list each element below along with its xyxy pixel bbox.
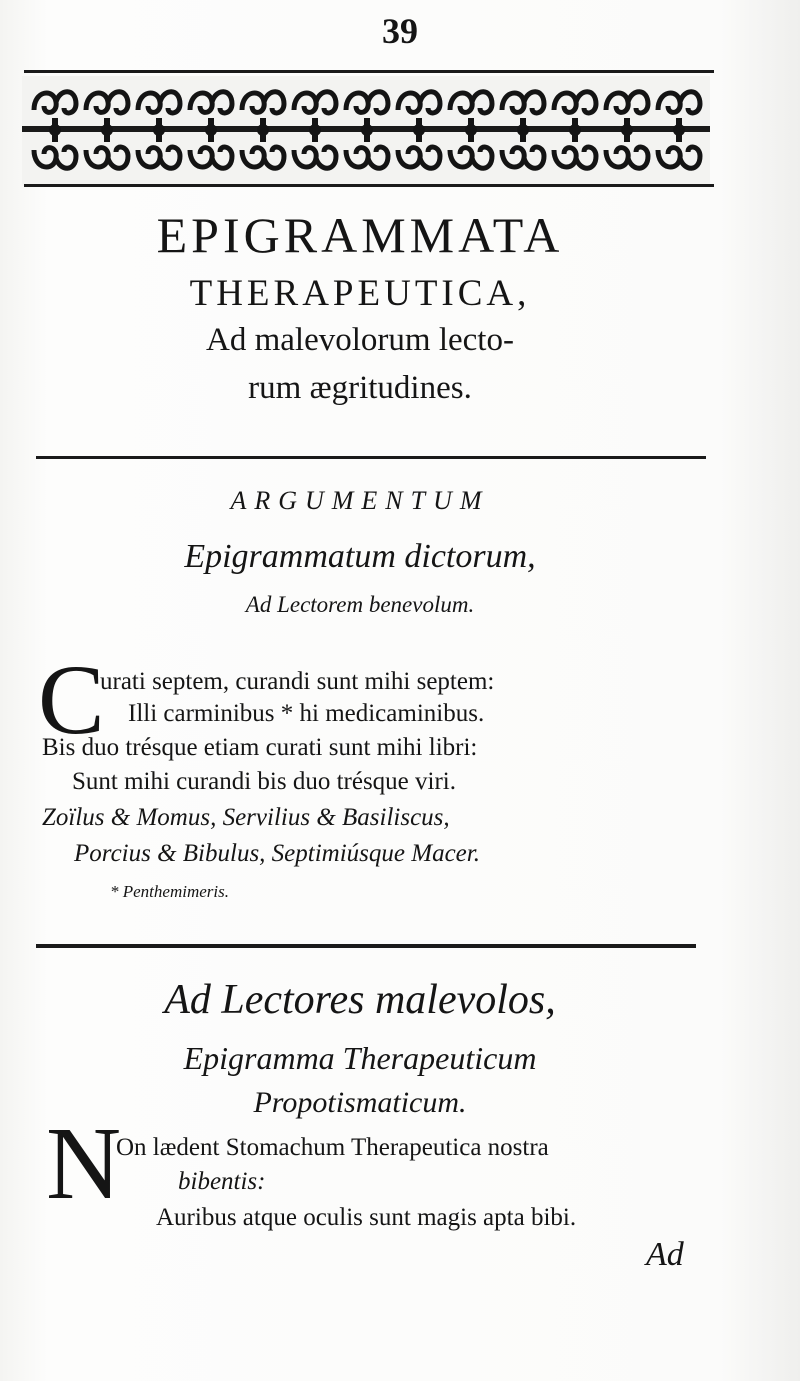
ornamental-band xyxy=(22,76,710,186)
catchword: Ad xyxy=(646,1236,684,1273)
poem1-line-5: Zoïlus & Momus, Servilius & Basiliscus, xyxy=(42,804,450,831)
poem1-line-4: Sunt mihi curandi bis duo trésque viri. xyxy=(72,768,456,795)
poem2-line-2: bibentis: xyxy=(178,1168,266,1195)
poem1-line-2: Illi carminibus * hi medicaminibus. xyxy=(128,700,485,727)
poem1-line-3: Bis duo trésque etiam curati sunt mihi libri: xyxy=(42,734,478,761)
poem2-line-1: On lædent Stomachum Therapeutica nostra xyxy=(116,1134,549,1161)
section2-heading: Ad Lectores malevolos, xyxy=(164,977,556,1023)
ornament-bottom-rule xyxy=(24,184,714,187)
poem2-line-3: Auribus atque oculis sunt magis apta bibi. xyxy=(156,1204,577,1231)
divider-rule-2 xyxy=(36,944,696,948)
drop-capital-c: C xyxy=(38,644,105,755)
title-line-3: Ad malevolorum lecto- xyxy=(206,322,514,358)
divider-rule-1 xyxy=(36,456,706,459)
argumentum-heading: ARGUMENTUM xyxy=(230,486,490,515)
footnote: * Penthemimeris. xyxy=(110,882,229,901)
poem1-line-6: Porcius & Bibulus, Septimiúsque Macer. xyxy=(74,840,480,867)
poem1-line-1: urati septem, curandi sunt mihi septem: xyxy=(100,668,495,695)
title-line-4: rum ægritudines. xyxy=(248,370,472,406)
top-rule xyxy=(24,70,714,73)
title-line-1: EPIGRAMMATA xyxy=(156,207,564,263)
argumentum-dedication: Ad Lectorem benevolum. xyxy=(245,592,475,617)
page-number: 39 xyxy=(382,11,418,51)
section2-subheading-2: Propotismaticum. xyxy=(253,1086,467,1119)
title-line-2: THERAPEUTICA, xyxy=(189,273,531,314)
argumentum-subheading: Epigrammatum dictorum, xyxy=(184,538,536,575)
section2-subheading: Epigramma Therapeuticum xyxy=(183,1040,537,1076)
drop-capital-n: N xyxy=(46,1106,122,1221)
